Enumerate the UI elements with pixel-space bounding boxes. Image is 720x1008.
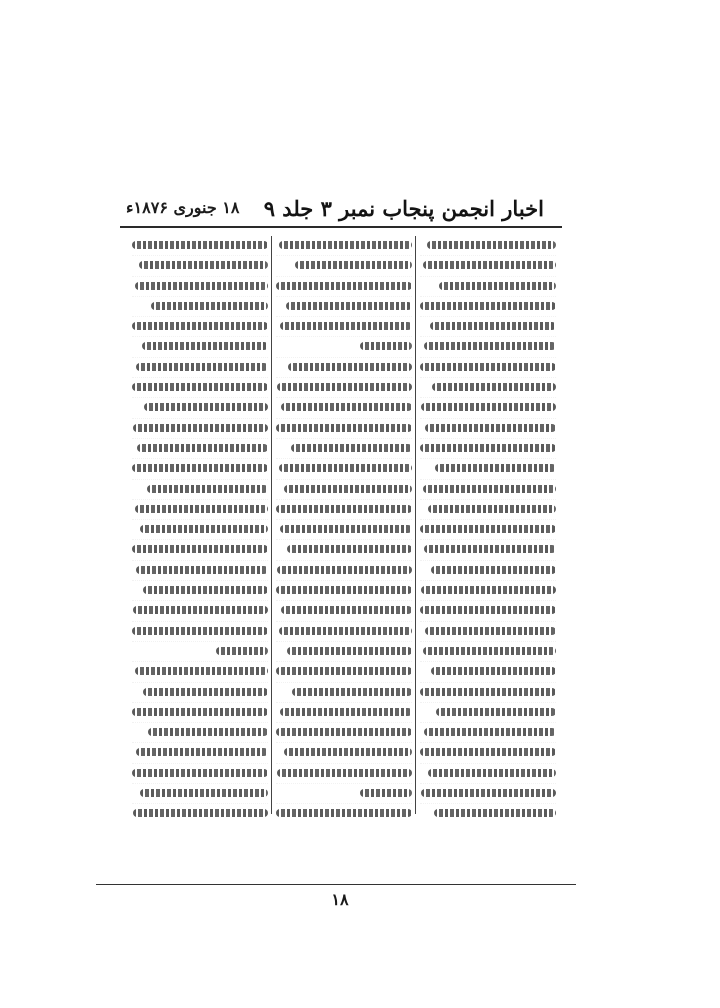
dateline: ۱۸ جنوری ۱۸۷۶ء <box>126 198 240 217</box>
handwritten-line <box>420 662 556 682</box>
handwritten-line <box>420 459 556 479</box>
handwritten-line <box>276 358 412 378</box>
header-rule <box>120 226 562 228</box>
handwritten-line <box>420 419 556 439</box>
handwritten-line <box>420 683 556 703</box>
handwritten-line <box>420 480 556 500</box>
handwritten-line <box>132 723 268 743</box>
handwritten-line <box>420 601 556 621</box>
handwritten-line <box>132 520 268 540</box>
masthead-title: اخبار انجمن پنجاب نمبر ۳ جلد ۹ <box>263 196 544 221</box>
handwritten-line <box>276 480 412 500</box>
handwritten-line <box>132 784 268 804</box>
handwritten-line <box>132 601 268 621</box>
handwritten-line <box>276 317 412 337</box>
page-header <box>118 186 562 230</box>
handwritten-line <box>420 642 556 662</box>
handwritten-line <box>132 439 268 459</box>
handwritten-line <box>132 561 268 581</box>
handwritten-line <box>276 743 412 763</box>
handwritten-line <box>420 764 556 784</box>
handwritten-line <box>276 337 412 357</box>
handwritten-line <box>276 581 412 601</box>
handwritten-line <box>420 378 556 398</box>
handwritten-line <box>276 439 412 459</box>
handwritten-line <box>276 642 412 662</box>
handwritten-line <box>132 378 268 398</box>
handwritten-line <box>276 500 412 520</box>
handwritten-line <box>420 581 556 601</box>
handwritten-line <box>132 256 268 276</box>
handwritten-line <box>420 337 556 357</box>
handwritten-line <box>132 743 268 763</box>
handwritten-line <box>132 540 268 560</box>
handwritten-line <box>276 764 412 784</box>
handwritten-line <box>276 703 412 723</box>
handwritten-line <box>276 723 412 743</box>
handwritten-line <box>420 439 556 459</box>
handwritten-line <box>420 622 556 642</box>
handwritten-line <box>132 683 268 703</box>
handwritten-line <box>420 743 556 763</box>
handwritten-line <box>276 297 412 317</box>
handwritten-line <box>132 703 268 723</box>
handwritten-line <box>276 378 412 398</box>
handwritten-line <box>420 317 556 337</box>
footer-rule <box>96 884 576 885</box>
handwritten-line <box>420 256 556 276</box>
scanned-page <box>118 186 562 840</box>
handwritten-line <box>420 540 556 560</box>
handwritten-line <box>420 236 556 256</box>
handwritten-line <box>276 622 412 642</box>
handwritten-line <box>420 784 556 804</box>
handwritten-line <box>132 662 268 682</box>
handwritten-line <box>132 500 268 520</box>
handwritten-line <box>276 398 412 418</box>
handwritten-line <box>276 662 412 682</box>
handwritten-line <box>276 561 412 581</box>
handwritten-line <box>132 764 268 784</box>
handwritten-line <box>132 398 268 418</box>
handwritten-line <box>276 804 412 822</box>
handwritten-line <box>276 277 412 297</box>
handwritten-line <box>276 540 412 560</box>
handwritten-line <box>132 459 268 479</box>
handwritten-line <box>420 723 556 743</box>
handwritten-line <box>276 601 412 621</box>
column-left <box>132 236 268 822</box>
handwritten-line <box>132 297 268 317</box>
handwritten-line <box>132 277 268 297</box>
handwritten-line <box>420 520 556 540</box>
handwritten-line <box>420 500 556 520</box>
handwritten-line <box>132 317 268 337</box>
handwritten-line <box>420 561 556 581</box>
handwritten-line <box>420 398 556 418</box>
handwritten-line <box>132 419 268 439</box>
text-frame <box>130 232 558 826</box>
handwritten-line <box>132 642 268 662</box>
handwritten-line <box>276 236 412 256</box>
handwritten-line <box>276 256 412 276</box>
handwritten-line <box>276 419 412 439</box>
handwritten-line <box>420 804 556 822</box>
handwritten-line <box>420 358 556 378</box>
handwritten-line <box>132 622 268 642</box>
column-divider <box>271 236 272 814</box>
handwritten-line <box>132 337 268 357</box>
handwritten-line <box>420 703 556 723</box>
handwritten-line <box>276 683 412 703</box>
handwritten-line <box>132 480 268 500</box>
column-divider <box>415 236 416 814</box>
page-number: ۱۸ <box>331 890 349 909</box>
handwritten-line <box>276 459 412 479</box>
column-right <box>420 236 556 822</box>
handwritten-line <box>132 236 268 256</box>
handwritten-line <box>420 297 556 317</box>
handwritten-line <box>132 358 268 378</box>
handwritten-line <box>276 520 412 540</box>
handwritten-line <box>132 804 268 822</box>
column-middle <box>276 236 412 822</box>
handwritten-line <box>132 581 268 601</box>
handwritten-line <box>420 277 556 297</box>
handwritten-line <box>276 784 412 804</box>
